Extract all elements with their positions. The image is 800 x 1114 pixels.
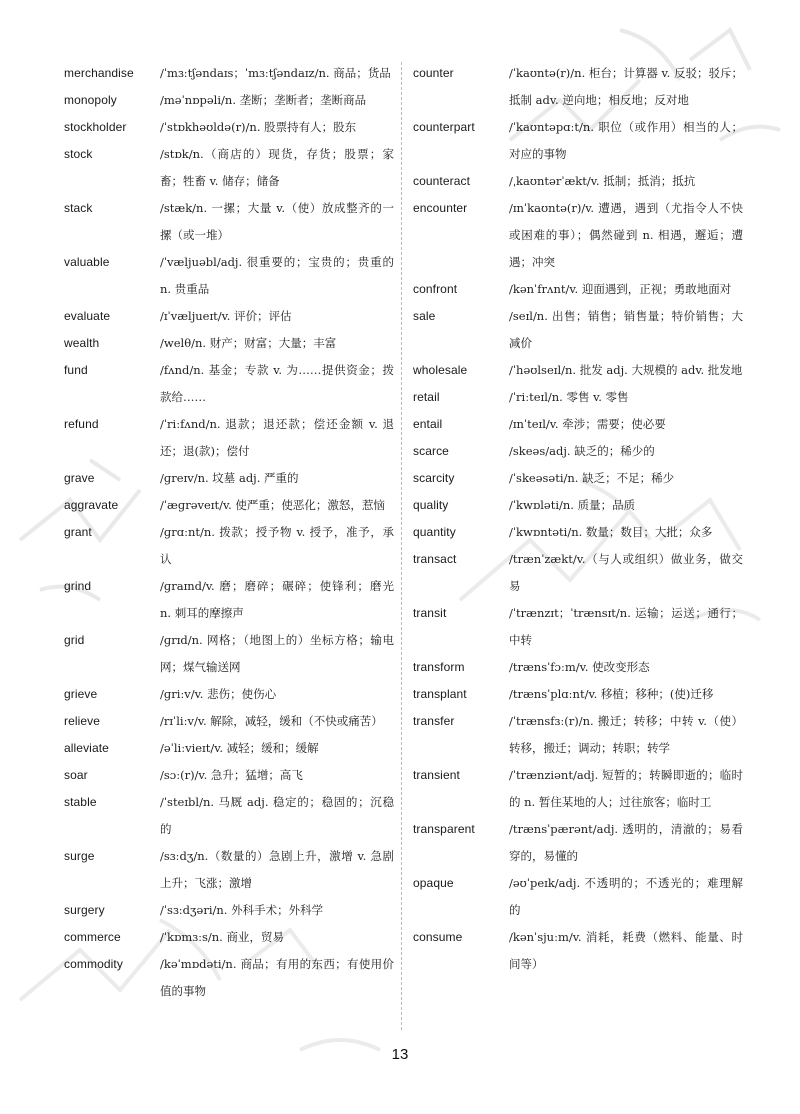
entry-definition: /trænsˈplɑːnt/v. 移植；移种；(使)迁移 bbox=[509, 687, 714, 701]
vocab-entry bbox=[64, 303, 394, 330]
entry-definition: /ɡreɪv/n. 坟墓 adj. 严重的 bbox=[160, 471, 299, 485]
vocab-entry bbox=[64, 951, 394, 1005]
entry-word: quality bbox=[413, 498, 449, 512]
vocab-entry bbox=[64, 411, 394, 465]
entry-definition: /ˈkwɒləti/n. 质量；品质 bbox=[509, 498, 636, 512]
entry-definition: /rɪˈliːv/v. 解除，减轻，缓和（不快或痛苦） bbox=[160, 714, 383, 728]
entry-definition: /kəˈmɒdəti/n. 商品；有用的东西；有使用价值的事物 bbox=[160, 957, 394, 998]
entry-definition: /ˈhəʊlseɪl/n. 批发 adj. 大规模的 adv. 批发地 bbox=[509, 363, 743, 377]
entry-word: aggravate bbox=[64, 498, 119, 512]
entry-word: fund bbox=[64, 363, 88, 377]
entry-definition: /ˈsɜːdʒəri/n. 外科手术；外科学 bbox=[160, 903, 324, 917]
entry-word: confront bbox=[413, 282, 458, 296]
vocab-entry bbox=[64, 357, 394, 411]
entry-word: wholesale bbox=[413, 363, 468, 377]
vocab-entry bbox=[413, 303, 743, 357]
vocab-entry bbox=[64, 708, 394, 735]
entry-word: entail bbox=[413, 417, 443, 431]
vocab-entry bbox=[64, 60, 394, 87]
entry-definition: /ˈkaʊntəpɑːt/n. 职位（或作用）相当的人；对应的事物 bbox=[509, 120, 743, 161]
entry-definition: /məˈnɒpəli/n. 垄断；垄断者；垄断商品 bbox=[160, 93, 367, 107]
vocab-entry bbox=[64, 87, 394, 114]
entry-word: stock bbox=[64, 147, 93, 161]
entry-word: encounter bbox=[413, 201, 468, 215]
vocab-entry bbox=[413, 654, 743, 681]
entry-word: transform bbox=[413, 660, 465, 674]
vocab-entry bbox=[413, 870, 743, 924]
vocab-entry bbox=[413, 276, 743, 303]
entry-definition: /ɡriːv/v. 悲伤；使伤心 bbox=[160, 687, 277, 701]
entry-definition: /ˈskeəsəti/n. 缺乏；不足；稀少 bbox=[509, 471, 675, 485]
entry-word: opaque bbox=[413, 876, 454, 890]
column-divider bbox=[401, 62, 402, 1030]
vocab-entry bbox=[64, 681, 394, 708]
vocab-entry bbox=[64, 492, 394, 519]
entry-word: counterpart bbox=[413, 120, 475, 134]
entry-definition: /ˈmɜːtʃəndaɪs；ˈmɜːtʃəndaɪz/n. 商品；货品 bbox=[160, 66, 391, 80]
entry-definition: /ˈæɡrəveɪt/v. 使严重；使恶化；激怒，惹恼 bbox=[160, 498, 385, 512]
entry-definition: /kənˈsjuːm/v. 消耗，耗费（燃料、能量、时间等） bbox=[509, 930, 743, 971]
entry-word: grind bbox=[64, 579, 92, 593]
entry-word: monopoly bbox=[64, 93, 117, 107]
vocab-entry bbox=[64, 924, 394, 951]
vocab-entry bbox=[64, 249, 394, 303]
entry-word: transient bbox=[413, 768, 460, 782]
entry-definition: /sɜːdʒ/n.（数量的）急剧上升，激增 v. 急剧上升；飞涨；激增 bbox=[160, 849, 394, 890]
vocab-entry bbox=[64, 465, 394, 492]
entry-definition: /ˈsteɪbl/n. 马厩 adj. 稳定的；稳固的；沉稳的 bbox=[160, 795, 394, 836]
entry-word: consume bbox=[413, 930, 463, 944]
entry-word: scarce bbox=[413, 444, 449, 458]
vocab-entry bbox=[64, 141, 394, 195]
entry-definition: /trænˈzækt/v.（与人或组织）做业务，做交易 bbox=[509, 552, 743, 593]
entry-word: commerce bbox=[64, 930, 121, 944]
entry-definition: /ˈtrænziənt/adj. 短暂的；转瞬即逝的；临时的 n. 暂住某地的人；过往旅客；临时工 bbox=[509, 768, 743, 809]
vocab-entry bbox=[413, 114, 743, 168]
vocab-entry bbox=[64, 114, 394, 141]
entry-definition: /əˈliːvieɪt/v. 减轻；缓和；缓解 bbox=[160, 741, 319, 755]
entry-definition: /ˈkaʊntə(r)/n. 柜台；计算器 v. 反驳；驳斥；抵制 adv. 逆向地；相反地；反对地 bbox=[509, 66, 743, 107]
vocab-entry bbox=[64, 573, 394, 627]
vocab-entry bbox=[413, 546, 743, 600]
entry-definition: /ˈriːfʌnd/n. 退款；退还款；偿还金额 v. 退还；退(款)；偿付 bbox=[160, 417, 394, 458]
entry-definition: /ˈvæljuəbl/adj. 很重要的；宝贵的；贵重的 n. 贵重品 bbox=[160, 255, 394, 296]
entry-word: relieve bbox=[64, 714, 101, 728]
entry-definition: /seɪl/n. 出售；销售；销售量；特价销售；大减价 bbox=[509, 309, 743, 350]
entry-definition: /sɔː(r)/v. 急升；猛增；高飞 bbox=[160, 768, 303, 782]
entry-word: transact bbox=[413, 552, 457, 566]
vocab-entry bbox=[413, 924, 743, 978]
entry-word: sale bbox=[413, 309, 436, 323]
entry-definition: /skeəs/adj. 缺乏的；稀少的 bbox=[509, 444, 655, 458]
vocab-entry bbox=[64, 519, 394, 573]
vocab-entry bbox=[64, 762, 394, 789]
entry-definition: /fʌnd/n. 基金；专款 v. 为……提供资金；拨款给…… bbox=[160, 363, 394, 404]
entry-word: counteract bbox=[413, 174, 471, 188]
left-column bbox=[64, 60, 394, 1005]
vocab-entry bbox=[413, 195, 743, 276]
entry-word: surgery bbox=[64, 903, 105, 917]
entry-definition: /stæk/n. 一摞；大量 v.（使）放成整齐的一摞（或一堆） bbox=[160, 201, 394, 242]
entry-word: evaluate bbox=[64, 309, 111, 323]
vocab-entry bbox=[64, 843, 394, 897]
right-column bbox=[413, 60, 743, 978]
vocab-entry bbox=[64, 735, 394, 762]
entry-word: surge bbox=[64, 849, 95, 863]
vocab-entry bbox=[64, 897, 394, 924]
vocab-entry bbox=[413, 411, 743, 438]
entry-definition: /ɪˈvæljueɪt/v. 评价；评估 bbox=[160, 309, 292, 323]
vocab-entry bbox=[64, 330, 394, 357]
vocab-entry bbox=[413, 816, 743, 870]
entry-word: counter bbox=[413, 66, 454, 80]
entry-definition: /ˈtrænzɪt；ˈtrænsɪt/n. 运输；运送；通行；中转 bbox=[509, 606, 743, 647]
entry-word: alleviate bbox=[64, 741, 109, 755]
entry-definition: /ɡrɑːnt/n. 拨款；授予物 v. 授予，准予，承认 bbox=[160, 525, 394, 566]
vocab-entry bbox=[64, 195, 394, 249]
vocab-entry bbox=[413, 168, 743, 195]
entry-word: soar bbox=[64, 768, 88, 782]
vocab-entry bbox=[413, 60, 743, 114]
entry-definition: /ˈriːteɪl/n. 零售 v. 零售 bbox=[509, 390, 629, 404]
entry-definition: /ˈtrænsfɜː(r)/n. 搬迁；转移；中转 v.（使）转移，搬迁；调动；转职；转学 bbox=[509, 714, 743, 755]
vocab-entry bbox=[413, 519, 743, 546]
entry-definition: /ˈkɒmɜːs/n. 商业，贸易 bbox=[160, 930, 284, 944]
entry-word: grant bbox=[64, 525, 92, 539]
entry-word: valuable bbox=[64, 255, 110, 269]
vocab-entry bbox=[413, 708, 743, 762]
entry-definition: /ɡrɪd/n. 网格；（地图上的）坐标方格；输电网；煤气输送网 bbox=[160, 633, 394, 674]
entry-word: transparent bbox=[413, 822, 475, 836]
entry-definition: /trænsˈpærənt/adj. 透明的，清澈的；易看穿的，易懂的 bbox=[509, 822, 743, 863]
vocab-entry bbox=[413, 384, 743, 411]
entry-word: transplant bbox=[413, 687, 467, 701]
entry-word: merchandise bbox=[64, 66, 134, 80]
entry-word: grieve bbox=[64, 687, 98, 701]
entry-definition: /kənˈfrʌnt/v. 迎面遇到，正视；勇敢地面对 bbox=[509, 282, 732, 296]
vocab-entry bbox=[413, 600, 743, 654]
entry-word: stable bbox=[64, 795, 97, 809]
entry-word: stack bbox=[64, 201, 93, 215]
entry-word: stockholder bbox=[64, 120, 127, 134]
entry-definition: /ɡraɪnd/v. 磨；磨碎；碾碎；使锋利；磨光 n. 刺耳的摩擦声 bbox=[160, 579, 394, 620]
entry-definition: /stɒk/n.（商店的）现货，存货；股票；家畜；牲畜 v. 储存；储备 bbox=[160, 147, 394, 188]
vocab-entry bbox=[413, 681, 743, 708]
entry-definition: /ˈkwɒntəti/n. 数量；数目；大批；众多 bbox=[509, 525, 713, 539]
entry-word: refund bbox=[64, 417, 99, 431]
entry-word: grave bbox=[64, 471, 95, 485]
vocab-entry bbox=[64, 789, 394, 843]
entry-word: grid bbox=[64, 633, 85, 647]
entry-word: wealth bbox=[64, 336, 100, 350]
entry-definition: /ɪnˈkaʊntə(r)/v. 遭遇，遇到（尤指令人不快或困难的事）；偶然碰到 n. 相遇，邂逅；遭遇；冲突 bbox=[509, 201, 743, 269]
page-number: 13 bbox=[391, 1046, 409, 1063]
entry-definition: /ˈstɒkhəʊldə(r)/n. 股票持有人；股东 bbox=[160, 120, 357, 134]
entry-word: quantity bbox=[413, 525, 456, 539]
entry-definition: /trænsˈfɔːm/v. 使改变形态 bbox=[509, 660, 650, 674]
vocab-entry bbox=[64, 627, 394, 681]
entry-word: scarcity bbox=[413, 471, 455, 485]
vocab-entry bbox=[413, 465, 743, 492]
entry-definition: /ɪnˈteɪl/v. 牵涉；需要；使必要 bbox=[509, 417, 666, 431]
entry-definition: /əʊˈpeɪk/adj. 不透明的；不透光的；难理解的 bbox=[509, 876, 743, 917]
vocab-entry bbox=[413, 492, 743, 519]
entry-word: commodity bbox=[64, 957, 123, 971]
entry-word: transfer bbox=[413, 714, 455, 728]
entry-word: transit bbox=[413, 606, 447, 620]
entry-definition: /ˌkaʊntərˈækt/v. 抵制；抵消；抵抗 bbox=[509, 174, 696, 188]
vocab-entry bbox=[413, 438, 743, 465]
vocab-entry bbox=[413, 357, 743, 384]
entry-word: retail bbox=[413, 390, 440, 404]
vocab-entry bbox=[413, 762, 743, 816]
entry-definition: /welθ/n. 财产；财富；大量；丰富 bbox=[160, 336, 337, 350]
